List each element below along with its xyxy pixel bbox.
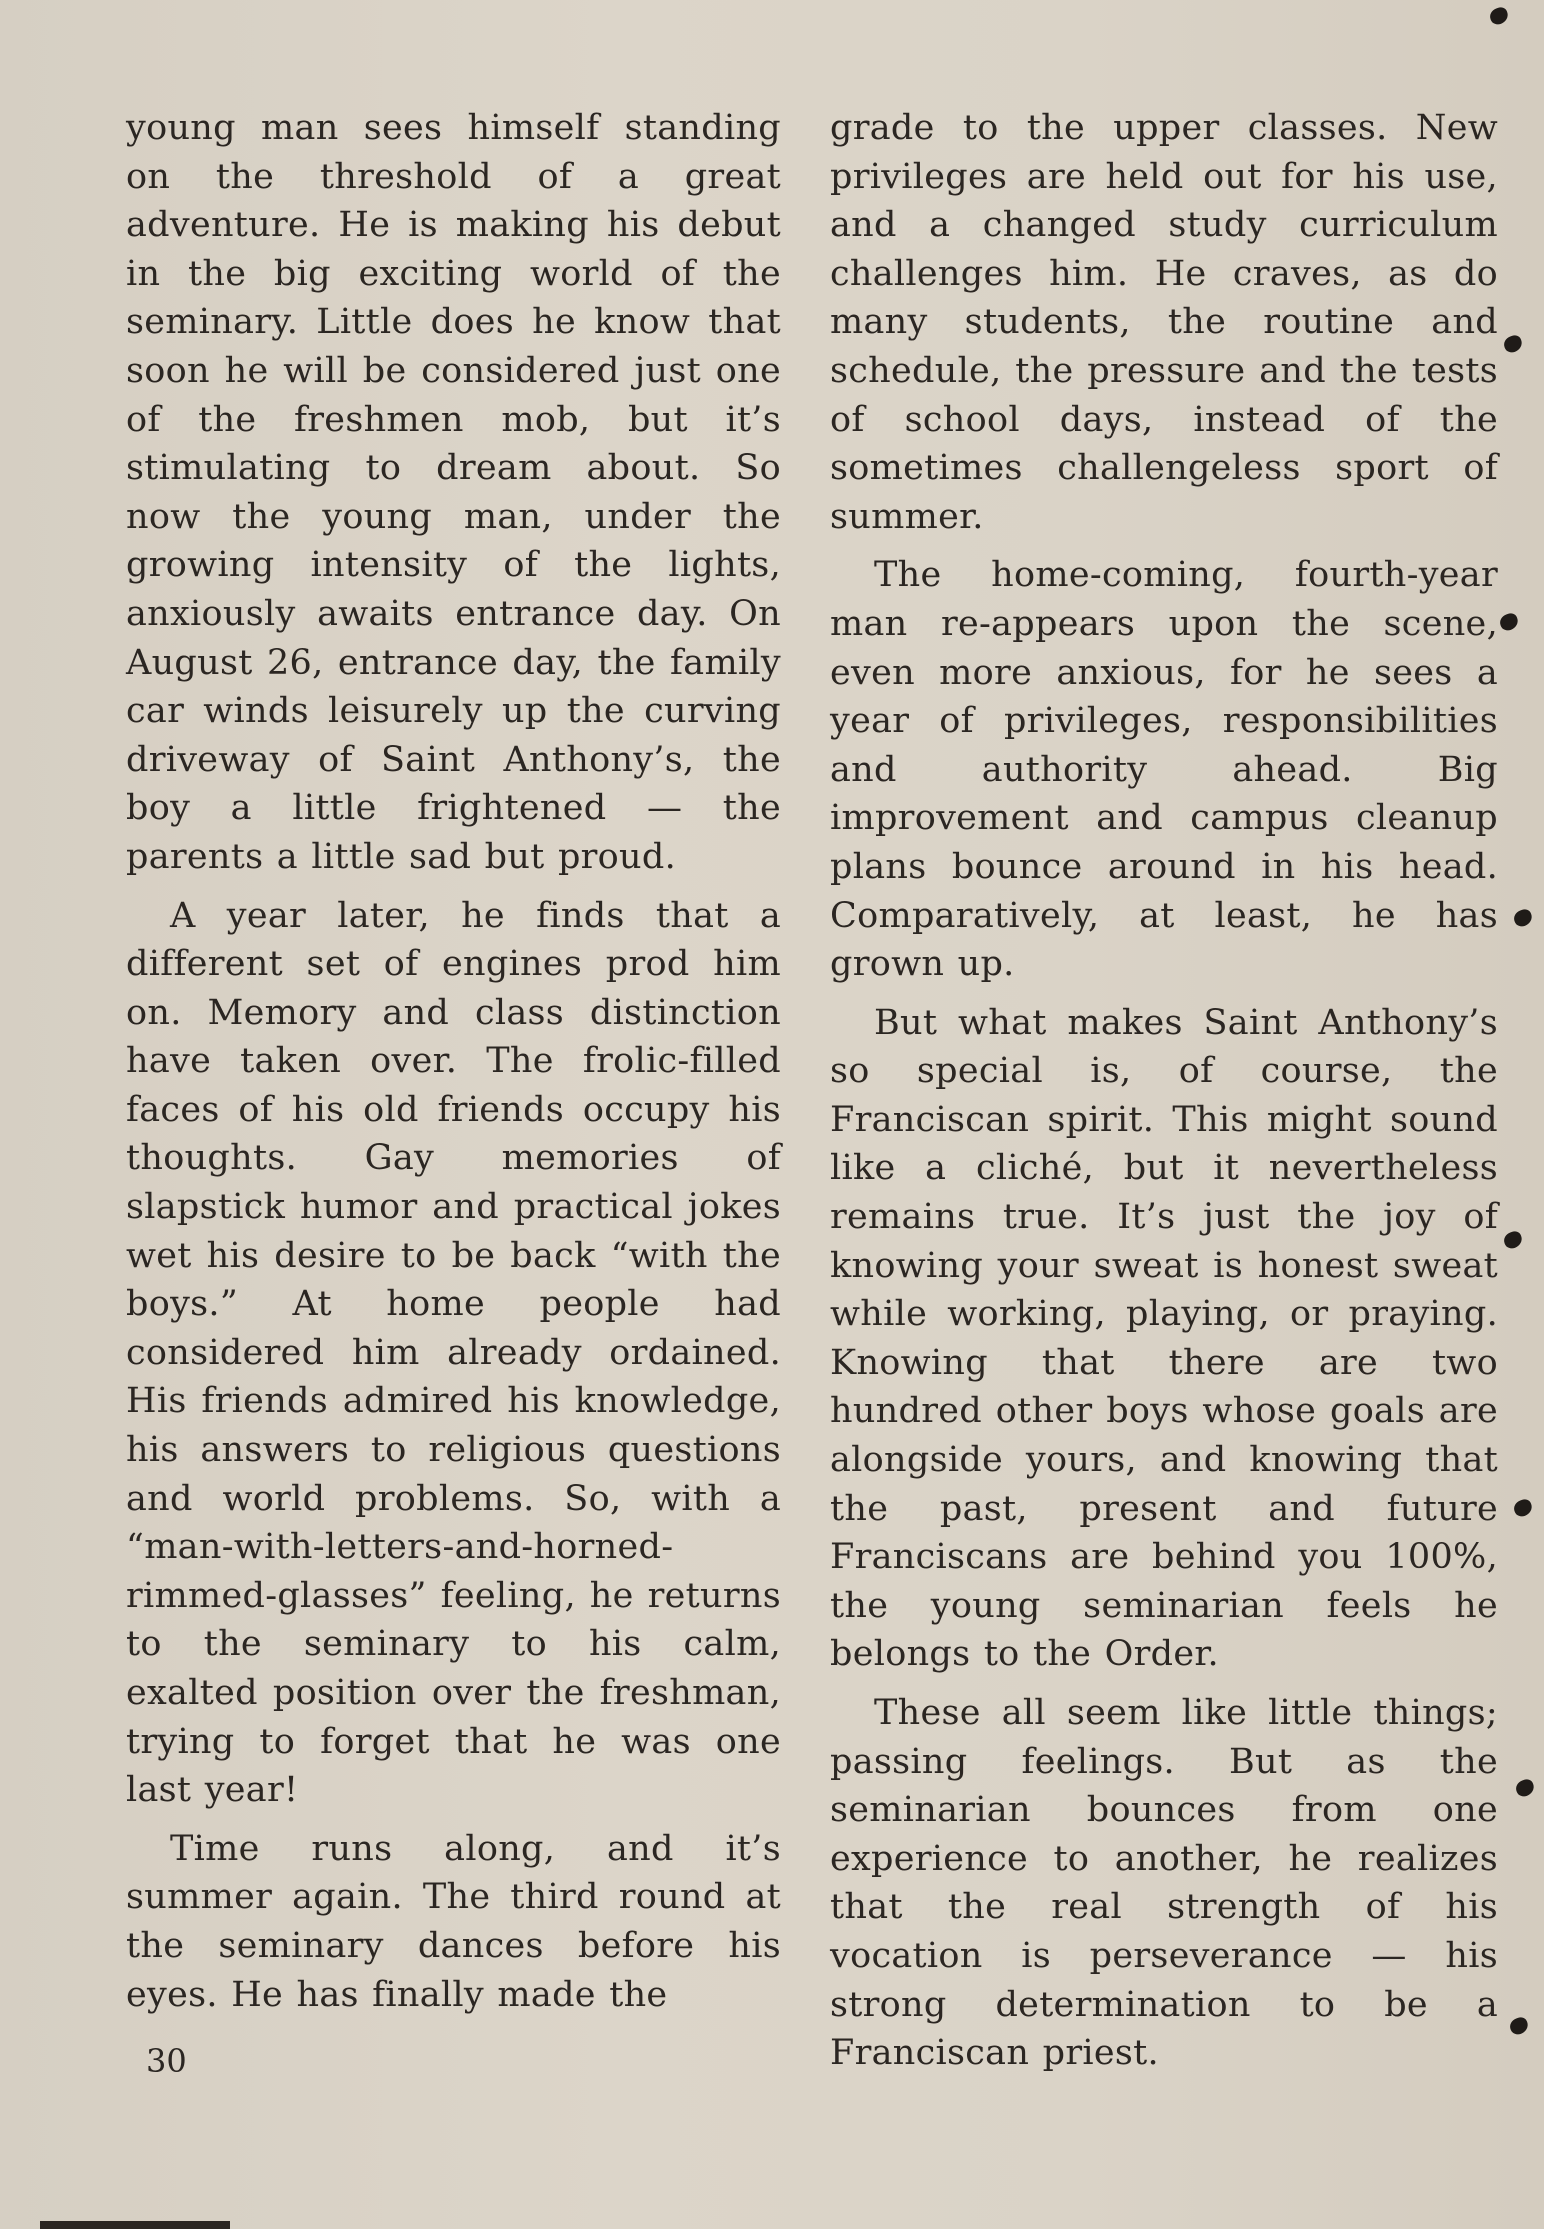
binding-hole-mark <box>1512 907 1534 928</box>
left-column <box>126 104 781 2029</box>
page-number: 30 <box>146 2042 187 2080</box>
paragraph: But what makes Saint Anthony’s so special is, of course, the Franciscan spirit. This might sound like a cliché, but it nevertheless remains true. It’s just the joy of knowing your sweat is honest sweat while working, playing, or praying. Knowing that there are two hundred other boys whose goals are alongside yours, and knowing that the past, present and future Franciscans are behind you 100%, the young seminarian feels he belongs to the Order. <box>830 1002 1498 1675</box>
binding-hole-mark <box>1514 1777 1536 1798</box>
bottom-edge-bar <box>40 2221 230 2229</box>
paragraph: The home-coming, fourth-year man re-appears upon the scene, even more anxious, for he sees a year of privileges, responsibilities and authority ahead. Big improvement and campus cleanup plans bounce around in his head. Comparatively, at least, he has grown up. <box>830 555 1498 985</box>
binding-hole-mark <box>1502 333 1524 354</box>
paragraph: These all seem like little things; passing feelings. But as the seminarian bounces from one experience to another, he realizes that the real strength of his vocation is perseverance — his strong determination to be a Franciscan priest. <box>830 1693 1498 2074</box>
binding-hole-mark <box>1488 5 1510 26</box>
right-column <box>830 104 1498 2088</box>
paragraph: Time runs along, and it’s summer again. The third round at the seminary dances before his eyes. He has finally made the <box>126 1828 781 2015</box>
binding-hole-mark <box>1508 2015 1530 2036</box>
paragraph: young man sees himself standing on the threshold of a great adventure. He is making his debut in the big exciting world of the seminary. Little does he know that soon he will be considered just one of the freshmen mob, but it’s stimulating to dream about. So now the young man, under the growing intensity of the lights, anxiously awaits entrance day. On August 26, entrance day, the family car winds leisurely up the curving driveway of Saint Anthony’s, the boy a little frightened — the parents a little sad but proud. <box>126 108 781 877</box>
binding-hole-mark <box>1502 1229 1524 1250</box>
binding-hole-mark <box>1512 1497 1534 1518</box>
paragraph: grade to the upper classes. New privileges are held out for his use, and a changed study curriculum challenges him. He craves, as do many students, the routine and schedule, the pressure and the tests of school days, instead of the sometimes challengeless sport of summer. <box>830 108 1498 537</box>
binding-hole-mark <box>1498 611 1520 632</box>
paragraph: A year later, he finds that a different set of engines prod him on. Memory and class distinction have taken over. The frolic-filled faces of his old friends occupy his thoughts. Gay memories of slapstick humor and practical jokes wet his desire to be back “with the boys.” At home people had considered him already ordained. His friends admired his knowledge, his answers to religious questions and world problems. So, with a “man-with-letters-and-horned-rimmed-glasses” feeling, he returns to the seminary to his calm, exalted position over the freshman, trying to forget that he was one last year! <box>126 895 781 1811</box>
